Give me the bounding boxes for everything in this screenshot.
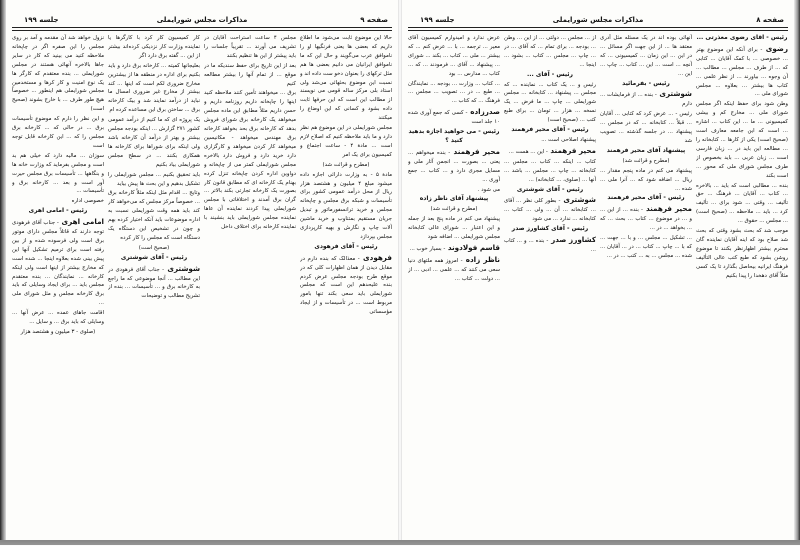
speaker-paragraph [504,235,596,255]
speaker-name: ناظر زاده [462,254,500,264]
body-paragraph: بعد از این تاریخ برای حفظ سندیکه ما در موقع ... از تمام آنها را بیشتر مطالعه کنیم [204,62,296,87]
right-page-header [408,14,788,28]
procedural-note: (مطرح و قرائت شد) [622,157,670,164]
body-paragraph: پیشنهاد اصلاحی است ... [541,136,596,143]
speaker-paragraph [600,204,692,233]
right-page-columns [408,34,788,536]
body-paragraph: کتاب ... اینکه ... کتاب ... مجلس ... کتابخانه ... چاپ ... مجلس ... باشد ... آنها ... (صلوی، ... کتابخانه) ... [504,158,596,183]
body-paragraph: مجلس شورایملی در این موضوع هم نظر دارد و ما باید ملاحظه کنیم که اصلاح لازم است ... مادة ۴ - ساعت اجتماع و کمیسیون برای یک امر [300,125,392,158]
speaker-name: محیر فرهمند [450,146,500,156]
speaker-name: شوشتری [560,195,596,205]
header-rule [408,27,788,31]
text-column [204,34,296,536]
left-page [6,0,398,548]
speaker-heading: رئیس - آقای کشاورز صدر [511,225,589,233]
speaker-paragraph [408,243,500,254]
speech-text: - کسی که جمع آوری شده ۱۰ جلد است [408,110,500,126]
speaker-heading: رئیس - آقای شوشتری [516,185,584,193]
speaker-heading: رئیس - آقای رضوی معذرتی ... [696,34,788,41]
body-paragraph: سوزان ... مالیه دارد که خیلی هم بد است و مجلس بفرماید که وزارت خانه ها و بنگاهها ... تأسیسات برق مجلس حیرت آور است و بعد ... کارخانه برق و تأسیسات ... [12,152,104,195]
body-paragraph: عرض ندارد و امیدوارم کمیسیون آقای معیر ... ترجمه ... با ... عرض کنم ... که بیشتر ... ملی ... کتاب ... بکند ... شورای ... پیشنهاد ... آقای ... فرمودند ... که ... کتاب ... مدارس ... بود [408,35,500,77]
body-paragraph: آنهائی بوده اند در یک مسئله مثل آدری معتقد ها ... از این جهت اگر مسائل ... در این ... این زمان ... کمیسیونی ... که آنچه ... است ... این ... کتاب ... چاپ ... این ... [600,35,692,77]
body-paragraph: ... کتاب ... وزارت ... بودجه ... نمایندگان ... طبع ... در ... تصویب ... مجلس ... فرهنگ ... که کتاب ... [408,80,500,105]
speaker-heading: رئیس - آقای ... [527,70,573,78]
speaker-name: محیر فرهمند [547,145,596,155]
body-paragraph: مادة ۵ - به وزارت دارائی اجازه داده میشود مبلغ ۴ میلیون و هشتصد هزار ریال از محل درآمد عمومی کشور برای تأسیسات و شبکه برق مجلس و چاپخانه مجلس و خرید ترانسفورماتور و تبدیل جریان مستقیم بمتناوب و خرید ماشین آلات چاپ و نگارش و بهیه کارپردازی مجلس بپردازد [300,171,392,240]
speech-text: - جناب آقای فرهودی در این مطالب ... آنجا موضوعی که ما راجع به کارخانه برق و ... تأسیسات ... بنده از تشریح مطالب و توضیحات [108,266,200,300]
body-paragraph: یک پروژه ای که ما کنیم از درآمد عمومی کشور ۲۷۱ گزارش ... اینکه بودجه مجلس بیشتر و بهتر از درآمد آن کارخانه باشد ولی اینکه برای شوراها برای کارخانه ها همکاری بکنند ... در سطح مجلس شورایملی بیاد بکنیم [108,117,200,168]
speaker-name: فرهودی [359,252,392,262]
speech-text: - جناب آقای فرهودی توجه دارند که قاتلاً مجلس دارای موتور برق است ولی فرسوده شده و از بین رفته است برای ترمیم تشکیل آنها این پیش بینی شده بعلاوه اینجا ... شده است که مخارج بیشتر از اینها است ولی اینکه کارخانه ... نمایندگان ... بنده معتقدم مجلس باید ... برای ایجاد وسایلی که باید برق کارخانه مجلس و مثل شورای ملی ... [12,220,104,307]
text-column [408,34,500,536]
scan-bottom-shadow [0,540,800,560]
body-paragraph: و این نظر را دارم که موضوع تأسیسات برق ... در حالی که ... کارخانه برق مجلس را که ... این کارخانه قابل توجه است [12,116,104,149]
body-paragraph: حالا این موضوع ثابت می‌شود ما اطلاع داریم که بعضی ها یعنی فرنگیها او را ناموافق عرب می‌گویند و حال این که ما ناموافق ایرانیان می دانیم بعضی ها هم مثل ترکهای را بعنوان دخو ست داده اند و نسبت این موضوع بحثهائی می‌شد ولی استاد بلی مرکز ساله قومی می نویسند از مطالب این است که این حرفها ثابت داده بشود و کسانی که این اوضاع را میکنند [300,35,392,122]
body-paragraph: می شود . [477,186,500,193]
speaker-paragraph [408,107,500,127]
left-page-columns [12,34,392,536]
body-paragraph: خصوصی اداره [71,198,104,205]
text-column [504,34,596,536]
session-number: جلسه ۱۹۹ [24,16,59,24]
running-title: مذاکرات مجلس شورایملی [156,16,248,24]
speaker-heading: رئیس - آقای محیر فرهمند [511,126,589,134]
speaker-heading: پیشنهاد آقای ناظر زاده [419,195,489,203]
speech-text: - بنده میخواهم ... یعنی ... بصورت ... انجمن آثار ملی و مسایل مجری دارد و ... کتاب ... جمع آوری ... [408,149,500,183]
header-rule [12,27,392,31]
body-paragraph: باید تحقیق بکنیم ... مجلس شورایملی را تشکیل بدهیم و این بحث ها پیش بیاید [108,171,200,187]
page-number: صفحه ۹ [360,16,388,24]
speaker-paragraph [108,264,200,302]
body-paragraph: رئیس و ... یک کتاب ... نماینده ... که مجلس ... پیشنهاد ... کتابخانه ... مجلس شورایملی ... چاپ ... ما فرض ... یک نسخه ... هزار ... تومان ... برای طبع کتب ... (صحیح است) [504,81,596,124]
speaker-heading: رئیس - آقای محیر فرهمند [607,194,685,202]
speaker-paragraph [408,147,500,185]
speaker-name: شوشتری [656,89,692,99]
body-paragraph: ... تشکیل ... مجلس ... و با ... جهت ... که با ... چاپ ... کتاب ... در ... آقایان ... شده ... مجلس ... به ... کتب ... در ... [600,235,692,259]
speaker-paragraph [408,255,500,284]
speech-text: - برای آنکه این موضوع بهتر ... خصوصی ... با کمک آقایان ... کتابی که ... از طرف ... مجلس ... مطالب ... آن وجوه ... بیاورند ... از نظر علمی ... کتاب ها بیشتر ... بعلاوه ... مجلس شورای ملی ... [696,46,788,98]
right-page-edge [794,0,800,540]
body-paragraph: مجلس ۴ ساعت استراحت آقایان در تشریف می آورند ... تقریباً جلسات را باید پیشتر از این ها تنظیم بکنند [204,35,296,59]
scan-edge-ink [0,540,800,545]
speaker-heading: رئیس - آقای فرهودی [314,242,378,250]
text-column [600,34,692,536]
speaker-paragraph [504,146,596,157]
text-column [300,34,392,536]
body-paragraph: نزول خواهد شد آن مقدمه و آمد بر روی مجلس را این صفره اگر در چاپخانه ملاحظه کنید می بینید که کار در سایر جاها بالاخره آنهائی هستند در مجلس شورایملی ... بنده معتقدم که کارگر ها یک نوع امنیت و کار کرها و مستخدمین مجلس شورایملی هم اینطور ... خصوصاً هیچ طور طرف ... با خارج بشوند (صحیح است) [12,35,104,113]
body-paragraph: از ... مجلس ... دولتی ... از این ... وطن ... بودجه ... برای تمام ... که آقای ... در ... چاپ ... مجلس ... کتاب ... بشود ... اینجا ... [504,35,596,68]
body-paragraph: رئیس - ... عرض کرد که کتابی ... آقایان ... قبلاً ... کتابخانه ... که در مجلس ... پیشنهاد ... در جلسه گذشته ... تصویب شد [600,111,692,144]
body-paragraph: وطن شود برای حفظ اینکه اگر مجلس شورای ملی ... مخارج کم و بیشی کمیسیونی ... ما ... این کتاب ... اشاره ... است که این جامعه معارف است (صحیح است) یکی از کارها ... کتابخانه را ... مطالعه این باید در ... زبان فارسی است ... زبان عربی ... باید بخصوص از طرف مجلس شورای ملی که محور ... است بکند [696,101,788,179]
speaker-name: کشاورز صدر [548,235,596,245]
speaker-paragraph [12,217,104,308]
body-paragraph: پیشنهاد می کنم در ماده پنج بعد از جمله و این اعتبار ... شورای عالی کتابخانه مجلس شورایملی ... اضافه شود [408,216,500,241]
speaker-heading: رئیس - بفرمائید [622,79,670,87]
speaker-paragraph [600,89,692,109]
speech-text: - این ... هست ... [508,148,548,155]
body-paragraph: پیشنهاد می کنم در ماده پنجم مقدار ... ریال ... اضافه شود که ... آنرا ملی ... شده ... [600,167,692,192]
body-paragraph: وتایج ... اقدام مثل اینکه مثلاً کارخانه برق ... خصوصاً مرکز مجلس که می‌خواهد کار کند باید همه وقت شورایملی نسبت به اداره موضوعات باید آنکه اختیار کرده بهم و چون در تشخیص این دستگاه یک دستگاه است که مجلس را کار کرده [108,190,200,241]
speech-text: - معذالک که بنده دارم در مقابل دیدن از همان اظهارات کلی که در موقع طرح بودجه مجلس عرض کردم بنده علیحدهم این است که مجلس شورایملی باید سعی بکند تنها بامور مربوط است ... در تأسیسات و از ایجاد مؤسساتی [300,255,392,316]
speaker-paragraph [300,253,392,317]
text-column [696,34,788,536]
procedural-note: (صحیح است) [138,244,170,251]
text-column [12,34,104,536]
speech-text: - امروز همه ملتهای دنیا سعی می کنند که ... علمی ... ادبی ... از ... دولت ... کتاب ... [408,257,500,282]
speaker-name: قاسم فولادوند [445,242,500,252]
speaker-paragraph [696,44,788,99]
speaker-name: رضوی [762,43,788,53]
page-number: صفحه ۸ [756,16,784,24]
speech-text: - بطور کلی نظر ... آقای ... کتابخانه ... آن ... ولی ... کتاب ... کتابخانه ... ندارد ... می شود [504,198,596,223]
text-column [108,34,200,536]
speaker-name: صدرزاده [467,107,500,117]
procedural-note: (مطرح و قرائت شد) [430,206,478,213]
body-paragraph: بنده ... مطالبی است که باید ... بالاخره ... کتاب ... آقایان ... فرهنگ ... حق تألیف ... وقتی ... شود برای ... تألیف کرد ... باید ... ملاحظه ... (صحیح است) ... مجلس ... حقوق ... [696,182,788,225]
body-paragraph: موجب شد که بحث بشود وقتی که بحث شد صلاح بود که اینه آقایان نماینده گان محترم بیشتر اظهارنظر بکنند تا موضوع روشن بشود که طبع کتب عالی التألیف فرهنگ ایرانیه بیحاصل بگذارد تا یک کسی مثلاً آقای دهخدا را پیدا بکنیم [696,228,788,279]
speech-text: - بنده ... و ... کتاب ... [504,238,596,253]
speech-text: - بنده ... از این ... و ... در موضوع ... کتاب ... بحث ... که ... بخواهد ... در ... [600,207,692,232]
speaker-name: محیر فرهمند [643,204,692,214]
body-paragraph: بعلیجانها کمیته ... کارخانه برق دارد و باید بکنیم برای اداره در منطقه ها از بیشترین مخارج ضروری لکم است که اینها ... کند بیشتر از مخارج غیر ضروری امسال ما نباید از درآمد نمایند شد و بیک کارخانه برق ... ساختن برق این مساعده کرده ام [108,62,200,114]
right-page [402,0,794,548]
speaker-heading: پیشنهاد آقای محیر فرهمند [606,146,686,154]
procedural-note: (مطرح و قرائت شد) [322,161,370,168]
body-paragraph: کار کمیسیون کار کرد با کارگرها یا نماینده وزارت کار نزدیکی کرده‌اند بیشتر از این ... گفته برق دارد اگر [108,35,200,59]
speaker-heading: رئیس - آقای شوشتری [120,253,188,261]
speaker-heading: رئیس - امامی اهری [28,207,88,215]
speech-text: - بسیار خوب ... [409,245,446,252]
body-paragraph: برق ... میخواهند تأمین کنند ملاحظه کنید اینها را چاپخانه داریم روزنامه داریم و حسن داریم مثلاً مطابق این ماده مجلس میخواهد یک کارخانه برق شورای فروش بدهد که کارخانه برق بحد بخواهد کارخانه برق مهندس میخواهد - مکانیسین میخواهد کار کردن میخواهد و کارگزاری دارد خرید دارد و فروش دارد بالاخره مجلس شورایملی کمتر می از چاپخانه و دواوین اداره کردن چاپخانه تنزل کرده بهنام یک کارخانه ای که مطابق قانون کار بصورت یک کارخانه تجارتی بکند بالاتر ... گران برق آمدند و اختلافاتی با مجلس شورایملی پیدا کردند نماینده آن عاها نماینده مجلس شورایملی باید بنشیند با نماینده کارخانه برای اختلاف داخل [204,90,296,231]
left-page-header [12,14,392,28]
running-title: مذاکرات مجلس شورایملی [552,16,644,24]
speaker-name: شوشتری [164,263,200,273]
speaker-name: امامی اهری [58,217,104,227]
speaker-heading: رئیس - می خواهید اجازه بدهید کنید ؟ [408,128,500,144]
speaker-paragraph [504,195,596,224]
session-number: جلسه ۱۹۹ [420,16,455,24]
procedural-note: (صلوی - ۳ میلیون و هشتصد هزار [20,329,96,335]
body-paragraph: اقامت جاهای عمده ... عرض آنها ... وسایلی که باید برق ... و سایل ... [12,310,104,326]
speech-text: - بنده ... از فرمایشات ... دارم [600,92,692,108]
